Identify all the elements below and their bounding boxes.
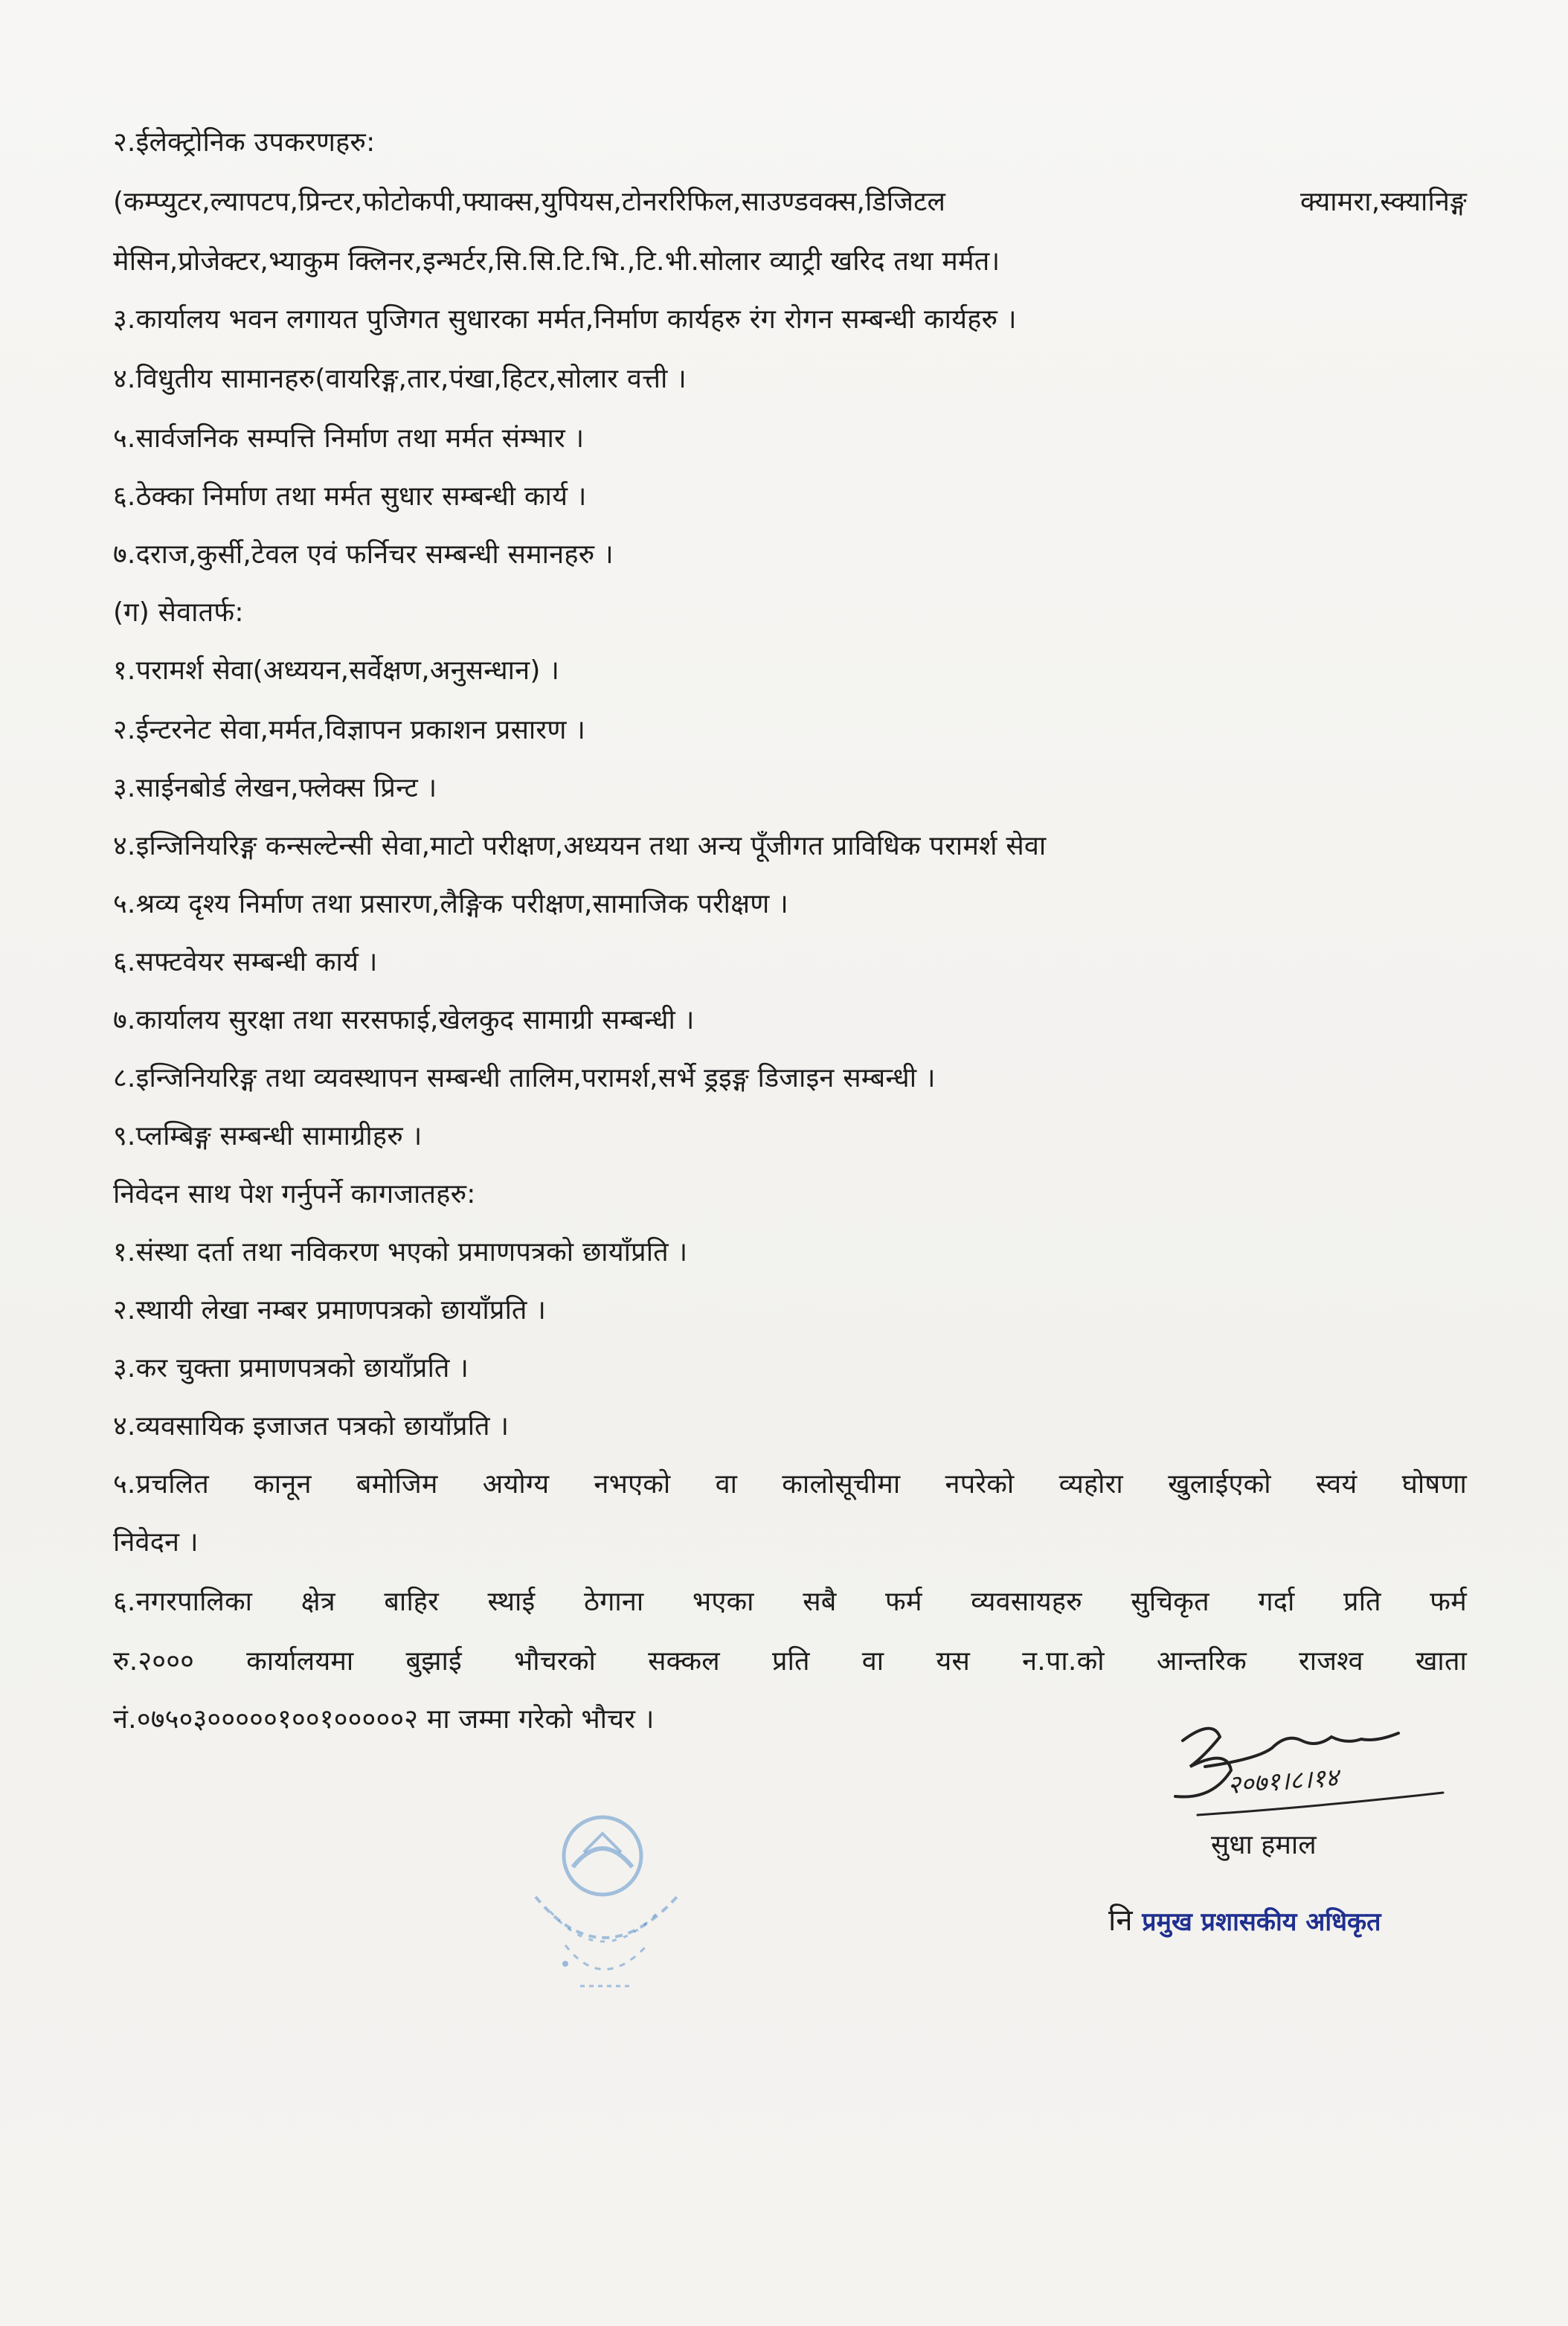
goods-item-6: ६.ठेक्का निर्माण तथा मर्मत सुधार सम्बन्धी कार्य । [113, 481, 587, 512]
document-item-6-line-3: नं.०७५०३०००००१००१०००००२ मा जम्मा गरेको भौचर । [113, 1704, 655, 1735]
service-item-6: ६.सफ्टवेयर सम्बन्धी कार्य । [113, 947, 378, 977]
goods-item-7: ७.दराज,कुर्सी,टेवल एवं फर्निचर सम्बन्धी समानहरु । [113, 539, 614, 570]
document-item-5-line-1: ५.प्रचलित कानून बमोजिम अयोग्य नभएको वा कालोसूचीमा नपरेको व्यहोरा खुलाईएको स्वयं घोषणा [113, 1469, 1467, 1500]
office-stamp [491, 1785, 714, 2031]
service-item-5: ५.श्रव्य दृश्य निर्माण तथा प्रसारण,लैङ्गिक परीक्षण,सामाजिक परीक्षण । [113, 889, 788, 919]
service-item-9: ९.प्लम्बिङ्ग सम्बन्धी सामाग्रीहरु । [113, 1121, 422, 1151]
service-item-4: ४.इन्जिनियरिङ्ग कन्सल्टेन्सी सेवा,माटो परीक्षण,अध्ययन तथा अन्य पूँजीगत प्राविधिक परामर्श सेवा [113, 831, 1047, 861]
service-item-7: ७.कार्यालय सुरक्षा तथा सरसफाई,खेलकुद सामाग्री सम्बन्धी । [113, 1005, 695, 1035]
document-item-1: १.संस्था दर्ता तथा नविकरण भएको प्रमाणपत्रको छायाँप्रति । [113, 1237, 688, 1268]
documents-heading: निवेदन साथ पेश गर्नुपर्ने कागजातहरु: [113, 1179, 476, 1209]
goods-item-5: ५.सार्वजनिक सम्पत्ति निर्माण तथा मर्मत संम्भार । [113, 423, 585, 454]
service-item-1: १.परामर्श सेवा(अध्ययन,सर्वेक्षण,अनुसन्धान) । [113, 655, 560, 686]
on-behalf-mark: नि [1108, 1903, 1143, 1938]
electronics-items-line-2: मेसिन,प्रोजेक्टर,भ्याकुम क्लिनर,इन्भर्टर,सि.सि.टि.भि.,टि.भी.सोलार व्याट्री खरिद तथा मर्मत। [113, 246, 1000, 277]
document-item-5-line-2: निवेदन । [113, 1527, 199, 1558]
document-item-4: ४.व्यवसायिक इजाजत पत्रको छायाँप्रति । [113, 1411, 510, 1442]
document-item-3: ३.कर चुक्ता प्रमाणपत्रको छायाँप्रति । [113, 1353, 469, 1384]
service-item-3: ३.साईनबोर्ड लेखन,फ्लेक्स प्रिन्ट । [113, 773, 437, 803]
services-heading: (ग) सेवातर्फ: [113, 597, 244, 628]
signature-date: २०७१।८।१४ [1226, 1762, 1340, 1801]
service-item-2: २.ईन्टरनेट सेवा,मर्मत,विज्ञापन प्रकाशन प्रसारण । [113, 715, 586, 745]
signatory-title [1108, 1904, 1381, 1938]
goods-item-4: ४.विधुतीय सामानहरु(वायरिङ्ग,तार,पंखा,हिटर,सोलार वत्ती । [113, 364, 687, 394]
document-item-6-line-1: ६.नगरपालिका क्षेत्र बाहिर स्थाई ठेगाना भएका सबै फर्म व्यवसायहरु सुचिकृत गर्दा प्रति फर्म [113, 1587, 1467, 1617]
document-item-2: २.स्थायी लेखा नम्बर प्रमाणपत्रको छायाँप्रति । [113, 1295, 547, 1326]
electronics-items-line-1: (कम्प्युटर,ल्यापटप,प्रिन्टर,फोटोकपी,फ्याक्स,युपियस,टोनररिफिल,साउण्डवक्स,डिजिटल क्यामरा,स्क्यानिङ्ग [113, 187, 1467, 217]
section-electronics-heading: २.ईलेक्ट्रोनिक उपकरणहरु: [113, 127, 376, 158]
document-item-6-line-2: रु.२००० कार्यालयमा बुझाई भौचरको सक्कल प्रति वा यस न.पा.को आन्तरिक राजश्व खाता [113, 1646, 1467, 1677]
service-item-8: ८.इन्जिनियरिङ्ग तथा व्यवस्थापन सम्बन्धी तालिम,परामर्श,सर्भे ड्रइङ्ग डिजाइन सम्बन्धी । [113, 1063, 936, 1093]
signatory-title-text: प्रमुख प्रशासकीय अधिकृत [1142, 1907, 1381, 1937]
goods-item-3: ३.कार्यालय भवन लगायत पुजिगत सुधारका मर्मत,निर्माण कार्यहरु रंग रोगन सम्बन्धी कार्यहरु । [113, 304, 1017, 335]
signatory-name: सुधा हमाल [1211, 1830, 1317, 1860]
